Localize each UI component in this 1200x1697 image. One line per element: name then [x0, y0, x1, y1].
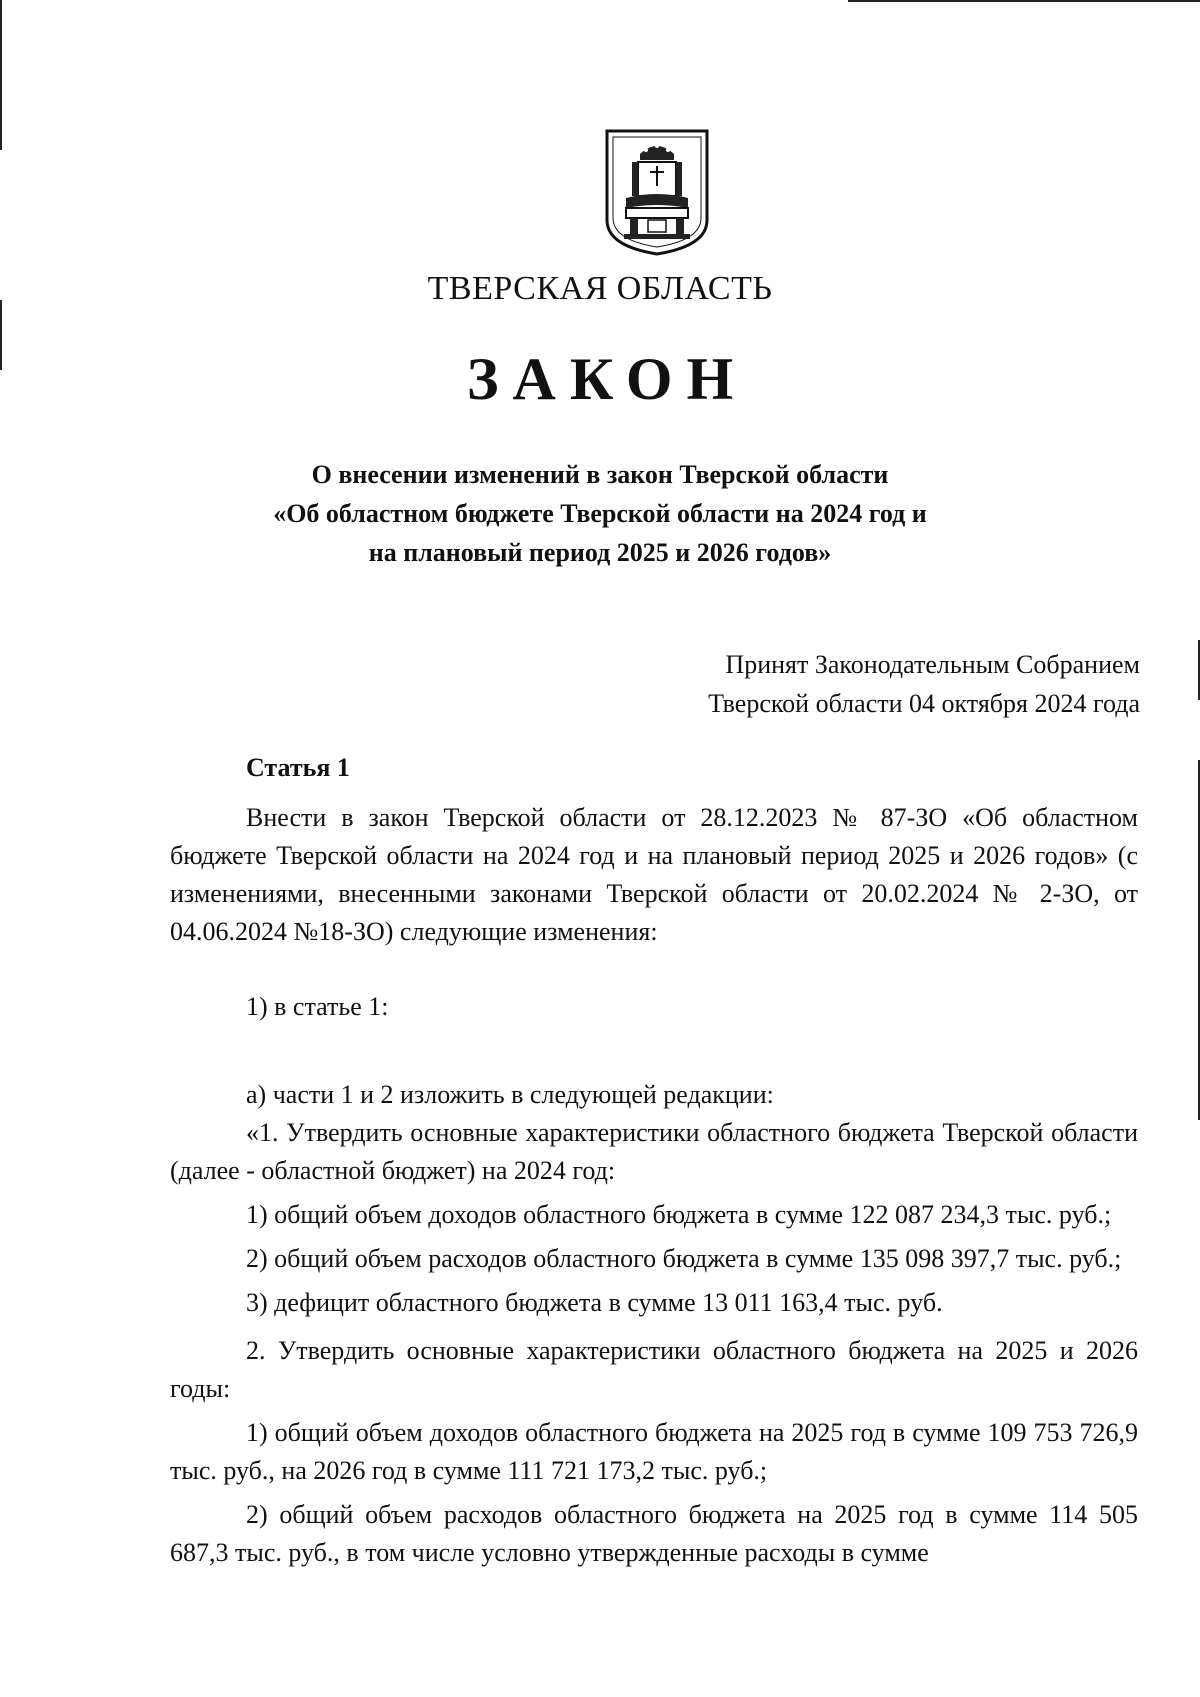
paragraph: 1) общий объем доходов областного бюджета в сумме 122 087 234,3 тыс. руб.; — [246, 1200, 1112, 1229]
scan-edge-line — [848, 0, 1200, 2]
paragraph: а) части 1 и 2 изложить в следующей редакции: — [246, 1080, 774, 1109]
law-subject-line: «Об областном бюджете Тверской области на 2024 год и — [273, 499, 927, 528]
paragraph: 2) общий объем расходов областного бюджета на 2025 год в сумме 114 505 687,3 тыс. руб., в том числе условно утвержденные расходы в сумме — [170, 1500, 1138, 1567]
law-subject-line: на плановый период 2025 и 2026 годов» — [368, 538, 832, 567]
law-subject — [220, 455, 980, 572]
amendment-items — [170, 988, 1138, 1038]
article-intro — [170, 799, 1138, 951]
tver-coat-of-arms-icon — [604, 128, 710, 256]
paragraph: 2) общий объем расходов областного бюджета в сумме 135 098 397,7 тыс. руб.; — [246, 1244, 1122, 1273]
paragraph: 1) общий объем доходов областного бюджета на 2025 год в сумме 109 753 726,9 тыс. руб., на 2026 год в сумме 111 721 173,2 тыс. руб.; — [170, 1418, 1138, 1485]
amendment-text — [170, 1076, 1138, 1572]
law-subject-line: О внесении изменений в закон Тверской области — [311, 460, 889, 489]
paragraph: 3) дефицит областного бюджета в сумме 13 011 163,4 тыс. руб. — [246, 1288, 943, 1317]
paragraph: 1) в статье 1: — [246, 992, 389, 1021]
region-name: ТВЕРСКАЯ ОБЛАСТЬ — [427, 270, 773, 307]
scan-edge-line — [0, 0, 2, 150]
law-title: ЗАКОН — [466, 346, 748, 412]
adoption-line: Принят Законодательным Собранием — [725, 650, 1140, 679]
adoption-line: Тверской области 04 октября 2024 года — [708, 689, 1140, 718]
paragraph: Внести в закон Тверской области от 28.12.2023 № 87-ЗО «Об областном бюджете Тверской области на 2024 год и на плановый период 2025 и 2026 годов» (с изменениями, внесенными законами Тверской области от 20.02.2024 № 2-ЗО, от 04.06.2024 №18-ЗО) следующие изменения: — [170, 803, 1138, 946]
paragraph: «1. Утвердить основные характеристики областного бюджета Тверской области (далее - областной бюджет) на 2024 год: — [170, 1118, 1138, 1185]
adoption-note — [708, 645, 1140, 723]
article-heading: Статья 1 — [246, 753, 350, 782]
paragraph: 2. Утвердить основные характеристики областного бюджета на 2025 и 2026 годы: — [170, 1336, 1138, 1403]
